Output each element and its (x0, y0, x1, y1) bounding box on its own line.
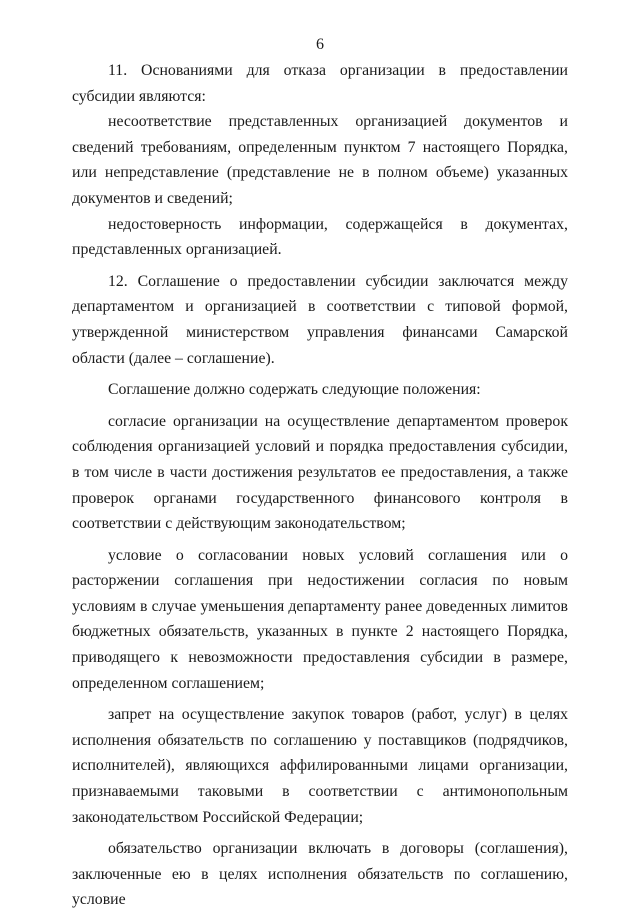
document-body (72, 58, 568, 913)
paragraph-inspection-consent: согласие организации на осуществление департаментом проверок соблюдения организацией условий и порядка предоставления субсидии, в том числе в части достижения результатов ее предоставления, а также проверок органами государственного финансового контроля в соответствии с действующим законодательством; (72, 412, 568, 533)
paragraph-11-grounds: 11. Основаниями для отказа организации в предоставлении субсидии являются: (72, 62, 568, 105)
paragraph-12-agreement: 12. Соглашение о предоставлении субсидии заключатся между департаментом и организацией в соответствии с типовой формой, утвержденной министерством управления финансами Самарской области (далее – соглашение). (72, 272, 568, 367)
paragraph-inaccuracy: недостоверность информации, содержащейся в документах, представленных организацией. (72, 215, 568, 259)
paragraph-procurement-ban: запрет на осуществление закупок товаров (работ, услуг) в целях исполнения обязательств по соглашению у поставщиков (подрядчиков, исполнителей), являющихся аффилированными лицами организации, признаваемыми таковыми в соответствии с антимонопольным законодательством Российской Федерации; (72, 706, 568, 826)
page-number: 6 (316, 36, 324, 53)
paragraph-new-conditions: условие о согласовании новых условий соглашения или о расторжении соглашения при недостижении согласия по новым условиям в случае уменьшения департаменту ранее доведенных лимитов бюджетных обязательств, указанных в пункте 2 настоящего Порядка, приводящего к невозможности предоставления субсидии в размере, определенном соглашением; (72, 546, 568, 692)
paragraph-agreement-provisions: Соглашение должно содержать следующие положения: (108, 381, 481, 399)
paragraph-noncompliance: несоответствие представленных организацией документов и сведений требованиям, определенным пунктом 7 настоящего Порядка, или непредставление (представление не в полном объеме) указанных документов и сведений; (72, 113, 568, 207)
paragraph-contract-obligation: обязательство организации включать в договоры (соглашения), заключенные ею в целях исполнения обязательств по соглашению, условие (72, 840, 568, 909)
